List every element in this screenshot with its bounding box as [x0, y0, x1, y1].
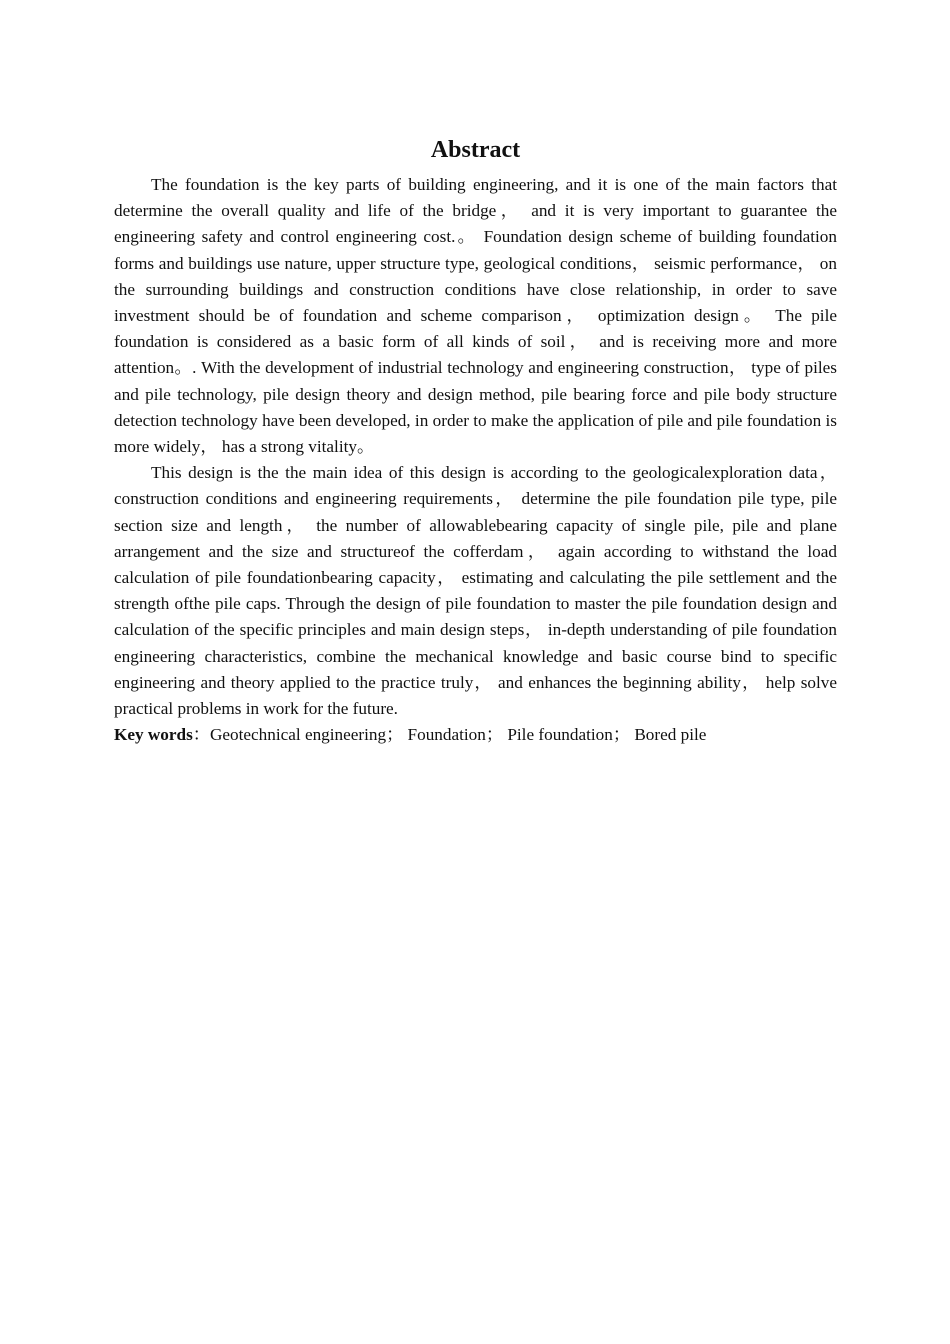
page-title: Abstract [430, 137, 521, 163]
abstract-paragraph-2: This design is the the main idea of this design is according to the geologicalexploration data， construction conditions and engineering requirements， determine the pile foundation pile type, pile section size and length， the number of allowablebearing capacity of single pile, pile and plane arrangement and the size and structureof the cofferdam， again according to withstand the load calculation of pile foundationbearing capacity， estimating and calculating the pile settlement and the strength ofthe pile caps. Through the design of pile foundation to master the pile foundation design and calculation of the specific principles and main design steps， in-depth understanding of pile foundation engineering characteristics, combine the mechanical knowledge and basic course bind to specific engineering and theory applied to the practice truly， and enhances the beginning ability， help solve practical problems in work for the future. [114, 463, 837, 719]
abstract-page [114, 128, 837, 748]
keywords-text: Geotechnical engineering； Foundation； Pile foundation； Bored pile [209, 725, 707, 745]
keywords-separator: ： [192, 725, 210, 745]
abstract-paragraph-1: The foundation is the key parts of building engineering, and it is one of the main factors that determine the overall quality and life of the bridge， and it is very important to guarantee the engineering safety and control engineering cost.。 Foundation design scheme of building foundation forms and buildings use nature, upper structure type, geological conditions， seismic performance， on the surrounding buildings and construction conditions have close relationship, in order to save investment should be of foundation and scheme comparison， optimization design。 The pile foundation is considered as a basic form of all kinds of soil， and is receiving more and more attention。. With the development of industrial technology and engineering construction， type of piles and pile technology, pile design theory and design method, pile bearing force and pile body structure detection technology have been developed, in order to make the application of pile and pile foundation is more widely， has a strong vitality。 [114, 175, 837, 457]
keywords-label: Key words [114, 725, 193, 745]
keywords-line [114, 722, 837, 748]
